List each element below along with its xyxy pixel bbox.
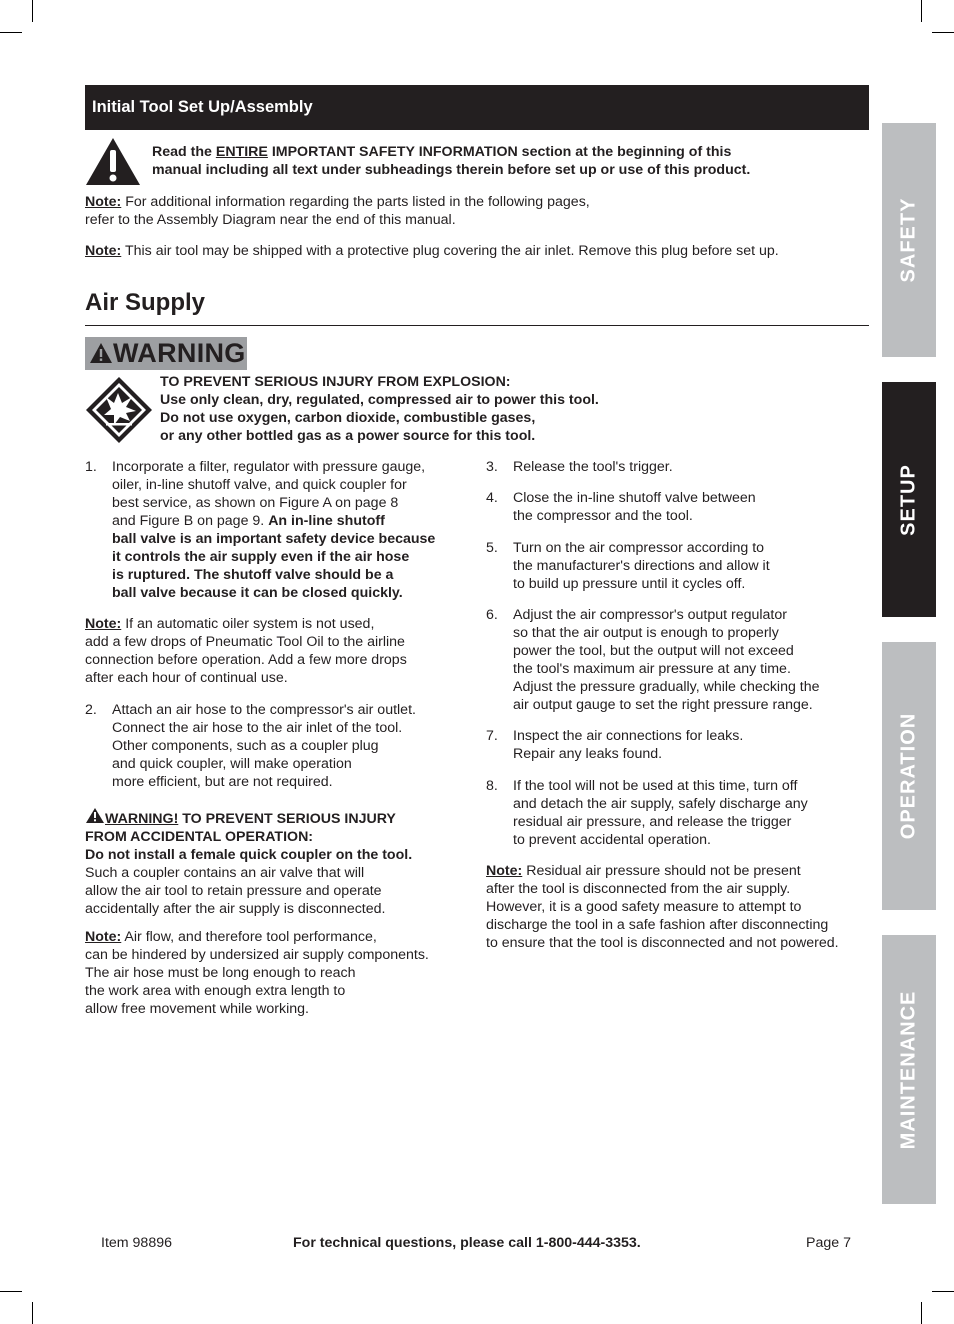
crop-mark xyxy=(921,1302,922,1324)
warning-triangle-icon xyxy=(89,342,113,364)
step-number: 3. xyxy=(486,459,498,475)
step-number: 5. xyxy=(486,540,498,556)
warning-line: Do not use oxygen, carbon dioxide, combustible gases, xyxy=(160,410,536,426)
note-label: Note: xyxy=(85,929,122,945)
step-text-bold: it controls the air supply even if the air hose xyxy=(112,549,410,565)
note-text: after each hour of continual use. xyxy=(85,670,288,686)
note-airflow xyxy=(85,928,429,1018)
warning-line: Use only clean, dry, regulated, compressed air to power this tool. xyxy=(160,392,599,408)
step-text: If the tool will not be used at this time, turn off xyxy=(513,778,798,794)
step-text: air output gauge to set the right pressure range. xyxy=(513,697,813,713)
section-header-title: Initial Tool Set Up/Assembly xyxy=(92,98,313,116)
step-text: Close the in-line shutoff valve between xyxy=(513,490,756,506)
side-tab-operation[interactable] xyxy=(882,642,936,910)
warning-banner xyxy=(85,337,247,370)
step-number: 8. xyxy=(486,778,498,794)
step-number: 6. xyxy=(486,607,498,623)
section-title: Air Supply xyxy=(85,289,206,316)
note-text: add a few drops of Pneumatic Tool Oil to the airline xyxy=(85,634,405,650)
note-protective-plug xyxy=(85,242,779,260)
footer-page-number: Page 7 xyxy=(806,1235,851,1251)
step-text: oiler, in-line shutoff valve, and quick coupler for xyxy=(112,477,407,493)
step-text: and Figure B on page 9. xyxy=(112,513,269,529)
side-tab-label: OPERATION xyxy=(897,712,920,840)
step-text-bold: is ruptured. The shutoff valve should be a xyxy=(112,567,394,583)
step-text: Connect the air hose to the air inlet of the tool. xyxy=(112,720,403,736)
step-text: Incorporate a filter, regulator with pressure gauge, xyxy=(112,459,426,475)
step-text: Other components, such as a coupler plug xyxy=(112,738,379,754)
step-text: more efficient, but are not required. xyxy=(112,774,333,790)
step-text: Turn on the air compressor according to xyxy=(513,540,765,556)
warning-explosion-text xyxy=(160,373,599,445)
warning-label-small: WARNING! xyxy=(105,811,179,827)
crop-mark xyxy=(32,1302,33,1324)
note-label: Note: xyxy=(85,616,122,632)
note-text: If an automatic oiler system is not used, xyxy=(121,616,375,632)
step-text: to build up pressure until it cycles off. xyxy=(513,576,746,592)
crop-mark xyxy=(921,0,922,22)
safety-notice-line2: manual including all text under subheadings therein before set up or use of this product. xyxy=(152,162,751,178)
warning-text: TO PREVENT SERIOUS INJURY xyxy=(178,811,396,827)
safety-notice-line1 xyxy=(152,143,750,161)
step-text: Adjust the pressure gradually, while checking the xyxy=(513,679,820,695)
step-text: Attach an air hose to the compressor's air outlet. xyxy=(112,702,416,718)
step-number: 4. xyxy=(486,490,498,506)
safety-notice-emphasis: ENTIRE xyxy=(215,144,268,160)
safety-notice-text: Read the xyxy=(152,144,216,160)
step-text: residual air pressure, and release the trigger xyxy=(513,814,792,830)
side-tab-label: SETUP xyxy=(897,463,920,536)
note-text: allow free movement while working. xyxy=(85,1001,309,1017)
note-label: Note: xyxy=(85,243,122,259)
crop-mark xyxy=(32,0,33,22)
explosion-hazard-icon xyxy=(84,375,154,445)
note-text: to ensure that the tool is disconnected and not powered. xyxy=(486,935,839,951)
crop-mark xyxy=(0,32,22,33)
warning-text: FROM ACCIDENTAL OPERATION: xyxy=(85,829,314,845)
warning-line: or any other bottled gas as a power source for this tool. xyxy=(160,428,536,444)
warning-explanation: Such a coupler contains an air valve that will xyxy=(85,865,365,881)
note-assembly-diagram xyxy=(85,193,590,229)
note-text: discharge the tool in a safe fashion after disconnecting xyxy=(486,917,829,933)
step-text: Adjust the air compressor's output regulator xyxy=(513,607,787,623)
warning-label: WARNING xyxy=(113,338,246,368)
side-tab-safety[interactable] xyxy=(882,123,936,357)
section-header-bar xyxy=(85,85,869,130)
warning-triangle-icon xyxy=(85,807,105,824)
step-number: 7. xyxy=(486,728,498,744)
note-text: refer to the Assembly Diagram near the end of this manual. xyxy=(85,212,456,228)
note-text: For additional information regarding the parts listed in the following pages, xyxy=(121,194,590,210)
warning-line: TO PREVENT SERIOUS INJURY FROM EXPLOSION: xyxy=(160,374,511,390)
step-text-bold: An in-line shutoff xyxy=(268,513,385,529)
warning-quick-coupler xyxy=(85,807,412,918)
step-text: the compressor and the tool. xyxy=(513,508,693,524)
step-text: and detach the air supply, safely discharge any xyxy=(513,796,808,812)
note-text: connection before operation. Add a few more drops xyxy=(85,652,407,668)
note-text: Residual air pressure should not be present xyxy=(522,863,801,879)
side-tab-label: SAFETY xyxy=(897,197,920,283)
note-text: the work area with enough extra length to xyxy=(85,983,346,999)
note-residual-pressure xyxy=(486,862,839,952)
note-text: This air tool may be shipped with a protective plug covering the air inlet. Remove this plug before set up. xyxy=(121,243,779,259)
step-text: to prevent accidental operation. xyxy=(513,832,711,848)
safety-notice xyxy=(152,143,750,179)
step-text: and quick coupler, will make operation xyxy=(112,756,352,772)
step-number: 1. xyxy=(85,459,97,475)
step-text: Repair any leaks found. xyxy=(513,746,663,762)
step-text-bold: ball valve is an important safety device because xyxy=(112,531,436,547)
warning-text: Do not install a female quick coupler on the tool. xyxy=(85,847,413,863)
step-text: best service, as shown on Figure A on page 8 xyxy=(112,495,399,511)
footer-phone: For technical questions, please call 1-800-444-3353. xyxy=(293,1235,641,1251)
crop-mark xyxy=(932,32,954,33)
step-text: the tool's maximum air pressure at any time. xyxy=(513,661,791,677)
side-tab-setup[interactable] xyxy=(882,382,936,617)
step-text: Release the tool's trigger. xyxy=(513,459,673,475)
side-tab-label: MAINTENANCE xyxy=(897,990,920,1149)
note-label: Note: xyxy=(486,863,523,879)
step-number: 2. xyxy=(85,702,97,718)
step-text: the manufacturer's directions and allow it xyxy=(513,558,770,574)
note-text: after the tool is disconnected from the air supply. xyxy=(486,881,791,897)
exclamation-warning-icon xyxy=(85,136,141,186)
side-tab-maintenance[interactable] xyxy=(882,935,936,1204)
crop-mark xyxy=(932,1291,954,1292)
note-text: can be hindered by undersized air supply components. xyxy=(85,947,429,963)
note-label: Note: xyxy=(85,194,122,210)
note-text: However, it is a good safety measure to attempt to xyxy=(486,899,802,915)
section-divider xyxy=(85,325,869,326)
note-text: Air flow, and therefore tool performance, xyxy=(121,929,377,945)
warning-explanation: allow the air tool to retain pressure and operate xyxy=(85,883,382,899)
note-oiler xyxy=(85,615,407,687)
step-text: Inspect the air connections for leaks. xyxy=(513,728,744,744)
note-text: The air hose must be long enough to reach xyxy=(85,965,356,981)
warning-explanation: accidentally after the air supply is disconnected. xyxy=(85,901,386,917)
step-text: so that the air output is enough to properly xyxy=(513,625,779,641)
step-text-bold: ball valve because it can be closed quickly. xyxy=(112,585,403,601)
step-text: power the tool, but the output will not exceed xyxy=(513,643,794,659)
footer-item-number: Item 98896 xyxy=(101,1235,172,1251)
crop-mark xyxy=(0,1291,22,1292)
safety-notice-text: IMPORTANT SAFETY INFORMATION section at the beginning of this xyxy=(267,144,732,160)
